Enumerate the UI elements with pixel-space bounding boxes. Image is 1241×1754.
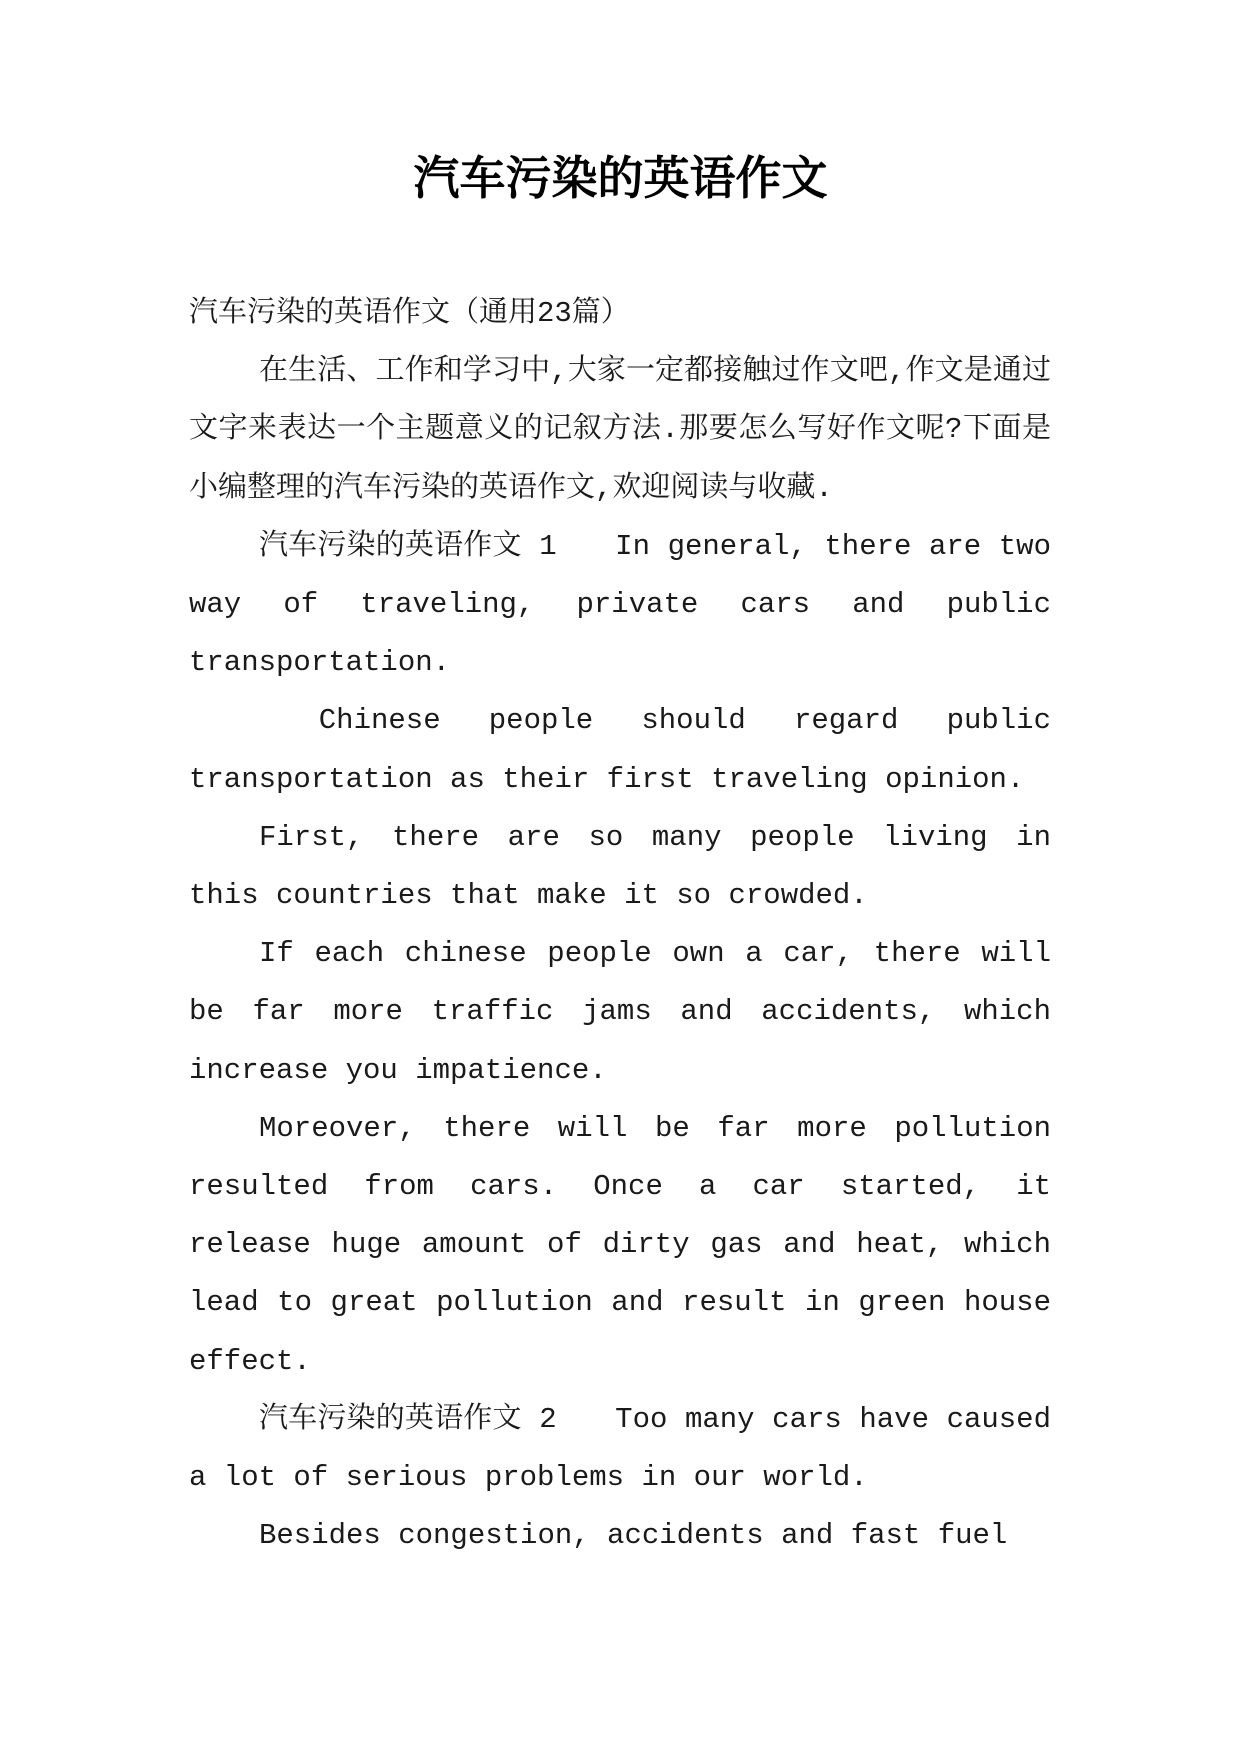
essay-1-paragraph: First, there are so many people living in this countries that make it so crowded. xyxy=(189,820,1051,913)
intro-paragraph: 在生活、工作和学习中,大家一定都接触过作文吧,作文是通过文字来表达一个主题意义的记叙方法.那要怎么写好作文呢?下面是小编整理的汽车污染的英语作文,欢迎阅读与收藏. xyxy=(189,355,1051,505)
essay-1-paragraph: Chinese people should regard public transportation as their first traveling opinion. xyxy=(189,704,1051,796)
essay-1-paragraph: Moreover, there will be far more pollution resulted from cars. Once a car started, it release huge amount of dirty gas and heat, which lead to great pollution and result in green house effect. xyxy=(189,1111,1051,1378)
document-body xyxy=(189,285,1051,1565)
essay-2-paragraph: Besides congestion, accidents and fast fuel xyxy=(259,1519,1008,1553)
essay-1-paragraph: 汽车污染的英语作文 1 In general, there are two way of traveling, private cars and public transportation. xyxy=(189,529,1051,680)
essay-2-paragraph: 汽车污染的英语作文 2 Too many cars have caused a lot of serious problems in our world. xyxy=(189,1402,1051,1495)
document-title: 汽车污染的英语作文 xyxy=(413,151,828,205)
document-subtitle: 汽车污染的英语作文（通用23篇） xyxy=(189,297,630,330)
essay-1-paragraph: If each chinese people own a car, there will be far more traffic jams and accidents, which increase you impatience. xyxy=(189,937,1051,1087)
